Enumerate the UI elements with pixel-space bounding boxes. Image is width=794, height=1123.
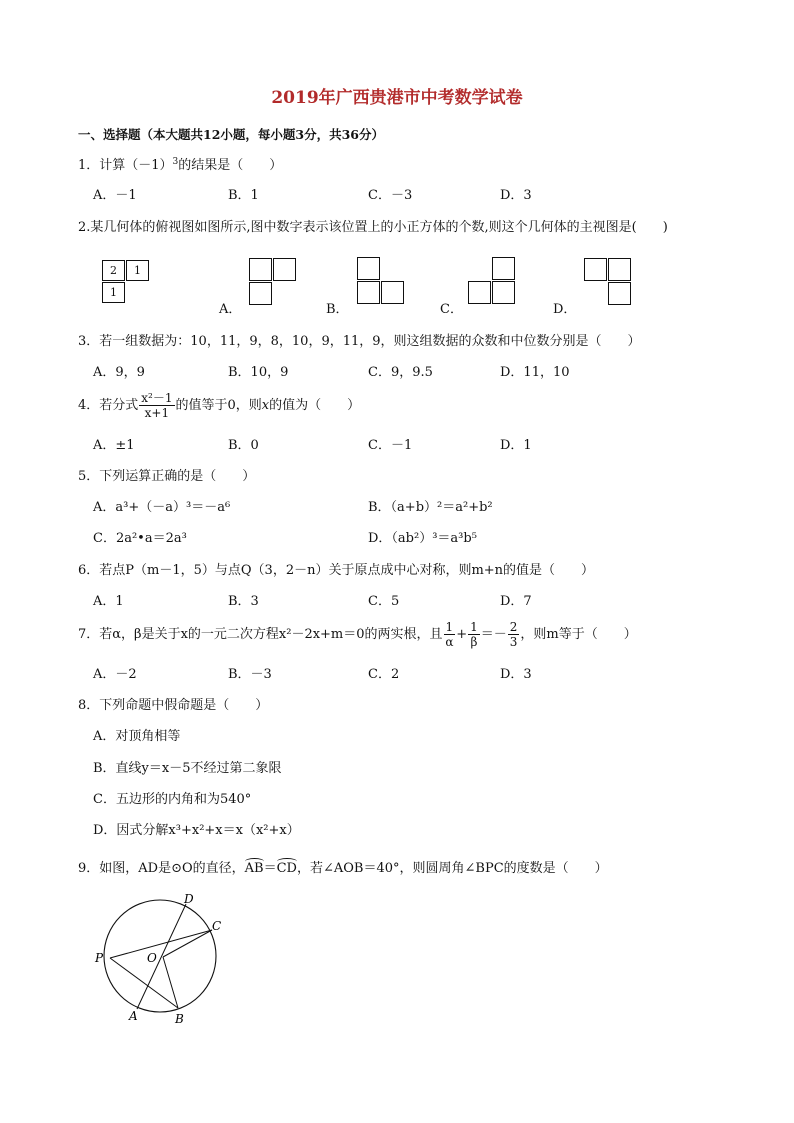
question-6-option-a: A．1	[93, 594, 124, 609]
topview-cell: 1	[126, 260, 149, 281]
question-7-option-b: B．－3	[228, 667, 272, 682]
label-o: O	[147, 951, 157, 965]
radius-ob	[163, 957, 178, 1008]
question-2-option-a: A．	[219, 302, 242, 317]
question-2-option-b: B．	[326, 302, 349, 317]
question-5-option-c: C．2a²•a＝2a³	[93, 531, 187, 546]
question-2-option-b-figure	[357, 257, 407, 307]
question-7-option-d: D．3	[500, 667, 532, 682]
question-9-stem: 9．如图，AD是⊙O的直径，AB＝CD，若∠AOB＝40°，则圆周角∠BPC的度数是（ ）	[78, 861, 608, 876]
question-6-option-d: D．7	[500, 594, 532, 609]
question-5-option-d: D．（ab²）³＝a³b⁵	[368, 531, 477, 546]
question-2-stem: 2.某几何体的俯视图如图所示,图中数字表示该位置上的小正方体的个数,则这个几何体的主视图是( )	[78, 220, 668, 235]
page-title: 2019年广西贵港市中考数学试卷	[271, 88, 523, 108]
question-6-stem: 6．若点P（m－1，5）与点Q（3，2－n）关于原点成中心对称，则m+n的值是（ ）	[78, 563, 595, 578]
question-6-option-b: B．3	[228, 594, 259, 609]
question-7-fraction-beta: $\frac{1}{\beta}$	[470, 620, 478, 649]
question-1-option-d: D．3	[500, 188, 532, 203]
chord-pc	[110, 930, 212, 958]
question-4-option-a: A．±1	[93, 438, 135, 453]
topview-cell: 1	[102, 282, 125, 303]
question-4-option-d: D．1	[500, 438, 532, 453]
question-2-topview-figure	[102, 260, 152, 306]
question-2-option-d-figure	[584, 258, 634, 308]
radius-oc	[163, 930, 212, 957]
question-7-fraction-two-thirds: $\frac{2}{3}$	[509, 620, 518, 649]
question-3-option-b: B．10，9	[228, 365, 289, 380]
question-4-stem: 4．若分式 $\frac{\text{x²－1}}{x+1}$ 的值等于0，则x的值为（ ）	[78, 391, 361, 420]
question-5-option-b: B．（a+b）²＝a²+b²	[368, 500, 493, 515]
chord-pb	[110, 958, 178, 1008]
question-8-option-c: C．五边形的内角和为540°	[93, 792, 252, 807]
question-8-stem: 8．下列命题中假命题是（ ）	[78, 698, 269, 713]
question-8-option-d: D．因式分解x³+x²+x＝x（x²+x）	[93, 823, 300, 838]
question-2-option-a-figure	[249, 258, 299, 308]
question-1-stem: 1．计算$(-1)^3$的结果是（ ）	[78, 157, 283, 173]
question-2-option-c-figure	[468, 257, 518, 307]
label-b: B	[175, 1012, 184, 1026]
question-8-option-b: B．直线y＝x－5不经过第二象限	[93, 761, 282, 776]
arc-ab: AB	[244, 861, 264, 876]
question-2-option-c: C．	[440, 302, 463, 317]
label-c: C	[212, 919, 222, 933]
question-7-option-c: C．2	[368, 667, 400, 682]
label-a: A	[129, 1009, 138, 1023]
question-5-option-a: A．a³+（－a）³＝－a⁶	[93, 500, 231, 515]
question-4-option-b: B．0	[228, 438, 259, 453]
question-4-fraction: $\frac{\text{x²－1}}{x+1}$	[141, 391, 173, 420]
section-heading: 一、选择题（本大题共12小题，每小题3分，共36分）	[78, 127, 384, 142]
question-3-option-a: A．9，9	[93, 365, 145, 380]
question-7-option-a: A．－2	[93, 667, 137, 682]
question-2-option-d: D．	[553, 302, 577, 317]
question-1-option-c: C．－3	[368, 188, 413, 203]
question-1-option-a: A．－1	[93, 188, 137, 203]
question-3-stem: 3．若一组数据为：10，11，9，8，10，9，11，9，则这组数据的众数和中位数分别是（ ）	[78, 334, 641, 349]
question-8-option-a: A．对顶角相等	[93, 729, 181, 744]
question-3-option-d: D．11，10	[500, 365, 570, 380]
question-6-option-c: C．5	[368, 594, 400, 609]
topview-cell: 2	[102, 260, 125, 281]
question-5-stem: 5．下列运算正确的是（ ）	[78, 469, 256, 484]
diameter-ad	[137, 904, 186, 1009]
label-d: D	[184, 892, 194, 906]
question-9-circle-figure	[88, 890, 238, 1030]
question-7-stem: 7．若α，β是关于x的一元二次方程x²－2x+m＝0的两实根，且 $\frac{1}{\alpha}$ + $\frac{1}{\beta}$ ＝－ $\frac{2}{3}$ ，则m等于（ ）	[78, 620, 637, 649]
question-1-option-b: B．1	[228, 188, 259, 203]
arc-cd: CD	[276, 861, 297, 876]
question-4-option-c: C．－1	[368, 438, 413, 453]
label-p: P	[95, 951, 104, 965]
question-7-fraction-alpha: $\frac{1}{\alpha}$	[445, 620, 454, 649]
question-3-option-c: C．9，9.5	[368, 365, 433, 380]
